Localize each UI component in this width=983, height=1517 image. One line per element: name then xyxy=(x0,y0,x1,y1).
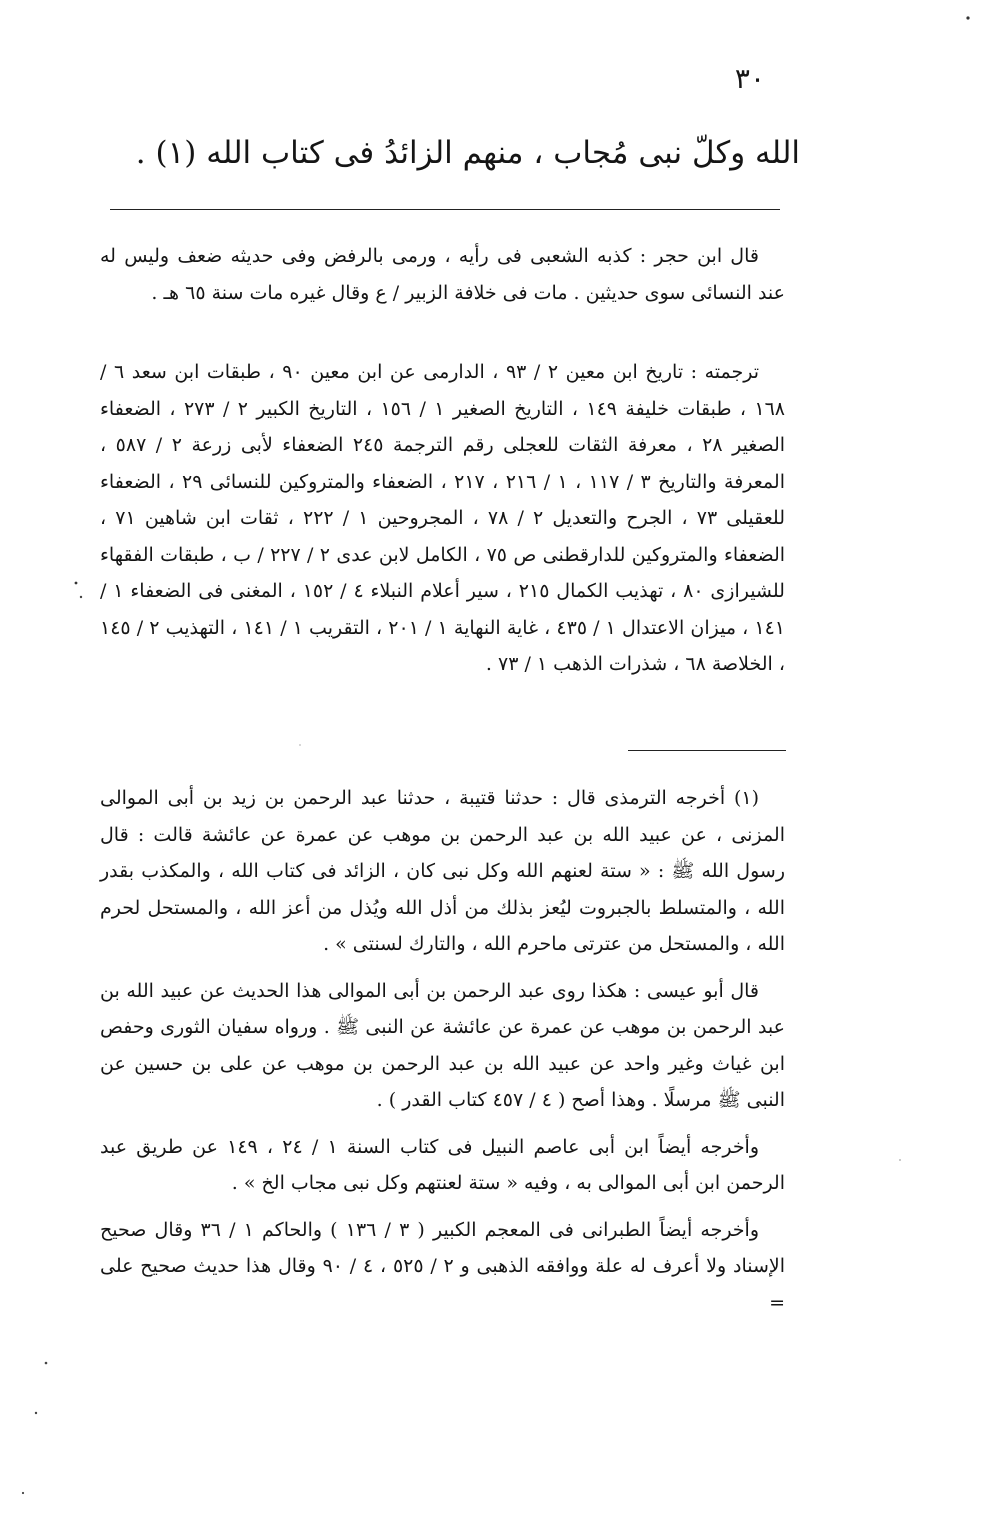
footnote-paragraph: قال أبو عيسى : هكذا روى عبد الرحمن بن أبى الموالى هذا الحديث عن عبيد الله بن عبد الرحمن بن موهب عن عمرة عن عائشة عن النبى ﷺ . ورواه سفيان الثورى وحفص ابن غياث وغير واحد عن عبيد الله بن عبد الرحمن بن موهب عن على بن حسين عن النبى ﷺ مرسلًا . وهذا أصح ( ٤ / ٤٥٧ كتاب القدر ) . xyxy=(100,979,785,1111)
biography-note xyxy=(100,238,785,311)
main-text-line: الله وكلّ نبى مُجاب ، منهم الزائدُ فى كتاب الله (١) . xyxy=(135,135,800,171)
page-number: ٣٠ xyxy=(734,62,765,95)
footnote-paragraph: وأخرجه أيضاً الطبرانى فى المعجم الكبير ( ٣ / ١٣٦ ) والحاكم ١ / ٣٦ وقال صحيح الإسناد ولا أعرف له علة ووافقه الذهبى و ٢ / ٥٢٥ ، ٤ / ٩٠ وقال هذا حديث صحيح على = xyxy=(100,1218,786,1314)
sources-note xyxy=(100,354,785,683)
footnotes xyxy=(100,780,785,1331)
sources-note-text: ترجمته : تاريخ ابن معين ٢ / ٩٣ ، الدارمى عن ابن معين ٩٠ ، طبقات ابن سعد ٦ / ١٦٨ ، طبقات خليفة ١٤٩ ، التاريخ الصغير ١ / ١٥٦ ، التاريخ الكبير ٢ / ٢٧٣ ، الضعفاء الصغير ٢٨ ، معرفة الثقات للعجلى رقم الترجمة ٢٤٥ الضعفاء لأبى زرعة ٢ / ٥٨٧ ، المعرفة والتاريخ ٣ / ١١٧ ، ١ / ٢١٦ ، ٢١٧ ، الضعفاء والمتروكين للنسائى ٢٩ ، الضعفاء للعقيلى ٧٣ ، الجرح والتعديل ٢ / ٧٨ ، المجروحين ١ / ٢٢٢ ، ثقات ابن شاهين ٧١ ، الضعفاء والمتروكين للدارقطنى ص ٧٥ ، الكامل لابن عدى ٢ / ٢٢٧ / ب ، طبقات الفقهاء للشيرازى ٨٠ ، تهذيب الكمال ٢١٥ ، سير أعلام النبلاء ٤ / ١٥٢ ، المغنى فى الضعفاء ١ / ١٤١ ، ميزان الاعتدال ١ / ٤٣٥ ، غاية النهاية ١ / ٢٠١ ، التقريب ١ / ١٤١ ، التهذيب ٢ / ١٤٥ ، الخلاصة ٦٨ ، شذرات الذهب ١ / ٧٣ . xyxy=(100,361,786,675)
footnote-rule xyxy=(628,750,786,751)
footnote-paragraph: (١) أخرجه الترمذى قال : حدثنا قتيبة ، حدثنا عبد الرحمن بن زيد بن أبى الموالى المزنى ، عن عبيد الله بن عبد الرحمن بن موهب عن عمرة عن عائشة قالت : قال رسول الله ﷺ : « ستة لعنهم الله وكل نبى كان ، الزائد فى كتاب الله ، والمكذب بقدر الله ، والمتسلط بالجبروت ليُعز بذلك من أذل الله ويُذل من أعز الله ، والمستحل لحرم الله ، والمستحل من عترتى ماحرم الله ، والتارك لسنتى » . xyxy=(100,787,785,955)
footnote-paragraph: وأخرجه أيضاً ابن أبى عاصم النبيل فى كتاب السنة ١ / ٢٤ ، ١٤٩ عن طريق عبد الرحمن ابن أبى الموالى به ، وفيه « ستة لعنتهم وكل نبى مجاب الخ » . xyxy=(100,1135,785,1194)
separator-rule xyxy=(110,209,780,210)
biography-note-text: قال ابن حجر : كذبه الشعبى فى رأيه ، ورمى بالرفض وفى حديثه ضعف وليس له عند النسائى سوى حديثين . مات فى خلافة الزبير / ع وقال غيره مات سنة ٦٥ هـ . xyxy=(100,245,785,304)
